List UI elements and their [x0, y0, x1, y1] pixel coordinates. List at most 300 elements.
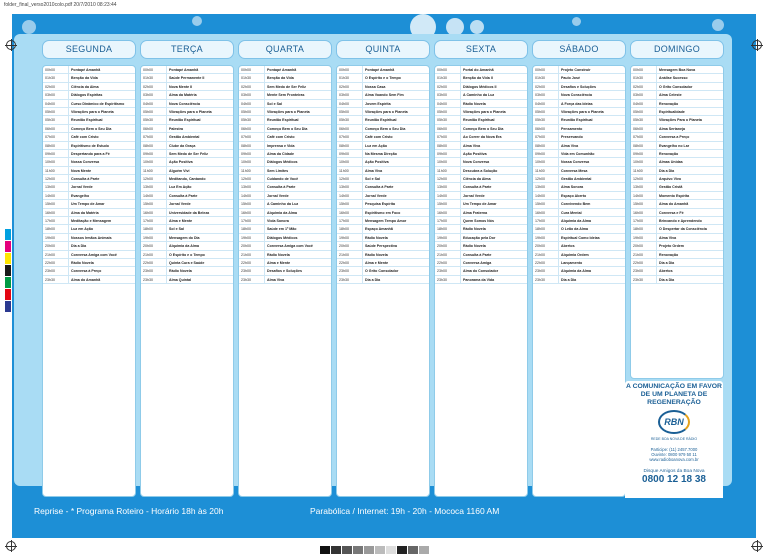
- slot-program: Nova Mente II: [169, 84, 193, 89]
- slot-program: Alma do Amanhã: [659, 202, 689, 207]
- slot-time: 01h30: [239, 74, 265, 81]
- registration-mark-icon: [6, 541, 16, 551]
- slot-time: 03h00: [631, 91, 657, 98]
- schedule-row: [141, 192, 233, 200]
- slot-program: Quinta Cura e Saúde: [169, 260, 205, 265]
- slot-time: 05h30: [631, 116, 657, 123]
- slot-time: 11h00: [337, 167, 363, 174]
- slot-program: Consulta à Parte: [365, 185, 394, 190]
- slot-time: 02h00: [141, 83, 167, 90]
- slot-program: Diálogos Médicos: [267, 235, 298, 240]
- slot-program: Pontapé Amanhã: [169, 68, 199, 72]
- gray-swatch: [331, 546, 341, 554]
- black-swatch: [5, 265, 11, 276]
- tab-3[interactable]: QUARTA: [238, 40, 332, 59]
- slot-time: 17h00: [239, 217, 265, 224]
- slot-time: 21h00: [43, 251, 69, 258]
- schedule-row: [141, 242, 233, 250]
- slot-program: Vibrações para o Planeta: [463, 109, 506, 114]
- slot-program: Diálogos Espíritas: [71, 93, 103, 98]
- schedule-row: [533, 108, 625, 116]
- slot-program: Rádio Novela: [463, 101, 486, 106]
- slot-time: 04h00: [239, 100, 265, 107]
- slot-time: 08h00: [239, 142, 265, 149]
- schedule-row: [435, 142, 527, 150]
- slot-time: 05h30: [435, 116, 461, 123]
- slot-program: Clube da Graça: [169, 143, 196, 148]
- slot-program: Conversa Amiga com Você: [71, 252, 117, 257]
- slot-program: Espiritual Como Ideias: [561, 235, 600, 240]
- slot-program: Alquimia da Alma: [561, 269, 592, 274]
- schedule-row: [337, 234, 429, 242]
- slot-program: Pontapé Amanhã: [267, 68, 297, 72]
- slot-program: Mensagem do Dia: [169, 235, 200, 240]
- registration-mark-icon: [752, 541, 762, 551]
- slot-time: 12h00: [533, 175, 559, 182]
- slot-time: 09h00: [337, 150, 363, 157]
- slot-program: Brincando e Aprendendo: [659, 219, 702, 224]
- slot-time: 05h30: [337, 116, 363, 123]
- promo-phone[interactable]: 0800 12 18 38: [642, 473, 706, 485]
- slot-program: Educação pela Dor: [463, 235, 496, 240]
- cyan-swatch: [5, 229, 11, 240]
- schedule-row: [239, 175, 331, 183]
- slot-program: Luz em Ação: [71, 227, 94, 232]
- schedule-row: [533, 209, 625, 217]
- slot-time: 14h00: [43, 192, 69, 199]
- slot-program: Jornal Verde: [365, 193, 387, 198]
- schedule-row: [337, 74, 429, 82]
- slot-time: 11h00: [631, 167, 657, 174]
- slot-program: Alma Viva: [267, 277, 285, 282]
- slot-time: 19h00: [141, 234, 167, 241]
- schedule-row: [631, 108, 723, 116]
- slot-program: Jornal Verde: [267, 193, 289, 198]
- schedule-row: [43, 209, 135, 217]
- schedule-row: [43, 276, 135, 284]
- slot-program: Desafios e Soluções: [561, 84, 596, 89]
- schedule-row: [337, 108, 429, 116]
- slot-time: 23h00: [435, 267, 461, 274]
- slot-time: 03h00: [533, 91, 559, 98]
- slot-time: 06h00: [337, 125, 363, 132]
- slot-time: 17h00: [435, 217, 461, 224]
- schedule-row: [239, 225, 331, 233]
- schedule-row: [533, 133, 625, 141]
- schedule-row: [141, 100, 233, 108]
- slot-time: 09h00: [435, 150, 461, 157]
- slot-program: A Força das Ideias: [561, 101, 593, 106]
- slot-time: 05h00: [43, 108, 69, 115]
- slot-time: 03h00: [239, 91, 265, 98]
- schedule-row: [533, 116, 625, 124]
- schedule-row: [239, 66, 331, 74]
- schedule-row: [533, 183, 625, 191]
- schedule-row: [435, 66, 527, 74]
- day-column: [42, 65, 136, 497]
- schedule-row: [239, 259, 331, 267]
- slot-time: 12h00: [337, 175, 363, 182]
- file-slug: folder_final_verso2010colo.pdf 20/7/2010 08:23:44: [4, 2, 117, 8]
- slot-program: Alma Quintal: [169, 277, 192, 282]
- slot-time: 18h00: [43, 225, 69, 232]
- schedule-row: [141, 91, 233, 99]
- schedule-row: [631, 192, 723, 200]
- slot-program: Alma Celeste: [659, 93, 682, 98]
- schedule-row: [239, 125, 331, 133]
- schedule-row: [631, 91, 723, 99]
- slot-program: Um Tempo de Amar: [71, 202, 105, 207]
- slot-program: Meditação e Mensagem: [71, 219, 112, 224]
- slot-time: 20h00: [533, 242, 559, 249]
- slot-program: Espiritismo em Foco: [365, 210, 401, 215]
- slot-time: 02h00: [337, 83, 363, 90]
- slot-program: Vibrações Para o Planeta: [659, 118, 702, 123]
- bubble: [572, 17, 581, 26]
- slot-time: 04h00: [337, 100, 363, 107]
- schedule-row: [533, 242, 625, 250]
- schedule-row: [141, 116, 233, 124]
- slot-time: 05h00: [435, 108, 461, 115]
- slot-time: 15h00: [43, 200, 69, 207]
- schedule-row: [43, 125, 135, 133]
- slot-program: Jornal Verde: [71, 185, 93, 190]
- slot-time: 23h30: [533, 276, 559, 283]
- slot-program: Conversa Mesa: [561, 168, 588, 173]
- tab-4[interactable]: QUINTA: [336, 40, 430, 59]
- schedule-row: [43, 100, 135, 108]
- slot-program: Alma da Cidade: [267, 151, 294, 156]
- day-column: [532, 65, 626, 497]
- slot-program: Conversa a Preço: [659, 135, 690, 140]
- slot-time: 06h00: [141, 125, 167, 132]
- schedule-row: [337, 150, 429, 158]
- slot-program: Sol e Sal: [169, 227, 184, 232]
- slot-time: 10h00: [631, 158, 657, 165]
- slot-program: Alquimia da Alma: [169, 244, 200, 249]
- slot-program: Dia a Dia: [659, 260, 675, 265]
- slot-time: 19h00: [337, 234, 363, 241]
- slot-program: Pontapé Amanhã: [365, 68, 395, 72]
- schedule-row: [141, 125, 233, 133]
- slot-program: Alma Voando Sem Fim: [365, 93, 404, 98]
- schedule-row: [337, 167, 429, 175]
- schedule-row: [337, 209, 429, 217]
- slot-time: 23h30: [141, 276, 167, 283]
- schedule-row: [533, 158, 625, 166]
- schedule-row: [141, 175, 233, 183]
- slot-program: Saúde em 1ª Mão: [267, 227, 297, 232]
- slot-program: Renovação: [659, 252, 679, 257]
- slot-program: Começo Bem o Seu Dia: [463, 126, 504, 131]
- slot-time: 00h00: [435, 66, 461, 73]
- promo-contact-line: Participe: (11) 2457.7000: [650, 447, 698, 452]
- slot-program: Alma da Matéria: [71, 210, 99, 215]
- slot-time: 01h30: [141, 74, 167, 81]
- day-column: [140, 65, 234, 497]
- green-swatch: [5, 277, 11, 288]
- schedule-row: [533, 251, 625, 259]
- slot-time: 15h00: [435, 200, 461, 207]
- slot-program: Rádio Novela: [169, 269, 192, 274]
- slot-time: 20h00: [43, 242, 69, 249]
- slot-program: O Leão da Alma: [561, 227, 589, 232]
- slot-time: 08h00: [631, 142, 657, 149]
- slot-program: Diálogos Médicos II: [463, 84, 497, 89]
- schedule-row: [43, 175, 135, 183]
- schedule-row: [141, 209, 233, 217]
- slot-time: 04h00: [43, 100, 69, 107]
- slot-time: 02h00: [239, 83, 265, 90]
- schedule-row: [43, 192, 135, 200]
- slot-time: 05h30: [43, 116, 69, 123]
- slot-time: 22h00: [43, 259, 69, 266]
- schedule-row: [435, 217, 527, 225]
- slot-time: 23h30: [631, 276, 657, 283]
- slot-time: 07h00: [435, 133, 461, 140]
- schedule-row: [533, 66, 625, 74]
- slot-program: Nossa Conversa: [561, 160, 590, 165]
- slot-program: Um Tempo de Amar: [463, 202, 497, 207]
- tab-7[interactable]: DOMINGO: [630, 40, 724, 59]
- slot-time: 18h00: [239, 225, 265, 232]
- day-column: [238, 65, 332, 497]
- schedule-row: [631, 225, 723, 233]
- slot-program: O Despertar da Consciência: [659, 227, 707, 232]
- slot-program: Preservando: [561, 135, 583, 140]
- schedule-row: [239, 158, 331, 166]
- schedule-row: [43, 259, 135, 267]
- schedule-row: [141, 225, 233, 233]
- slot-program: Mensagem Boa Nova: [659, 68, 696, 72]
- schedule-row: [141, 183, 233, 191]
- slot-time: 12h00: [631, 175, 657, 182]
- slot-time: 14h00: [631, 192, 657, 199]
- schedule-row: [43, 108, 135, 116]
- slot-program: Dia a Dia: [365, 277, 381, 282]
- slot-time: 18h00: [533, 225, 559, 232]
- schedule-row: [533, 125, 625, 133]
- slot-time: 00h00: [141, 66, 167, 73]
- slot-program: A Caminho da Luz: [267, 202, 299, 207]
- slot-time: 13h00: [141, 183, 167, 190]
- schedule-row: [631, 234, 723, 242]
- slot-program: Projeto Ordem: [659, 244, 684, 249]
- schedule-row: [239, 234, 331, 242]
- slot-program: Panorama da Vida: [463, 277, 495, 282]
- schedule-row: [43, 251, 135, 259]
- slot-program: Universidade da Beleza: [169, 210, 210, 215]
- day-column: [630, 65, 724, 379]
- schedule-row: [239, 108, 331, 116]
- schedule-row: [631, 66, 723, 74]
- schedule-row: [141, 251, 233, 259]
- slot-time: 22h00: [435, 259, 461, 266]
- slot-program: Despertando para a Fé: [71, 151, 110, 156]
- slot-time: 17h00: [533, 217, 559, 224]
- schedule-row: [435, 108, 527, 116]
- footer-bar: [12, 498, 756, 528]
- tab-2[interactable]: TERÇA: [140, 40, 234, 59]
- schedule-row: [533, 91, 625, 99]
- slot-time: 04h00: [435, 100, 461, 107]
- slot-time: 01h30: [533, 74, 559, 81]
- slot-program: Alma Sonora: [561, 185, 584, 190]
- schedule-row: [239, 167, 331, 175]
- tab-1[interactable]: SEGUNDA: [42, 40, 136, 59]
- slot-time: 21h00: [141, 251, 167, 258]
- slot-time: 07h00: [141, 133, 167, 140]
- slot-program: Jornal Verde: [463, 193, 485, 198]
- slot-program: Dia a Dia: [659, 277, 675, 282]
- slot-program: Evangelho no Lar: [659, 143, 690, 148]
- slot-program: Curso Dinâmico de Espiritismo: [71, 101, 125, 106]
- slot-time: 21h00: [435, 251, 461, 258]
- schedule-row: [239, 209, 331, 217]
- schedule-row: [337, 175, 429, 183]
- schedule-row: [43, 74, 135, 82]
- slot-program: Começo Bem o Seu Dia: [71, 126, 112, 131]
- slot-program: Meditando, Cantando: [169, 177, 206, 182]
- schedule-row: [435, 259, 527, 267]
- blue-swatch: [5, 301, 11, 312]
- slot-time: 21h00: [533, 251, 559, 258]
- slot-time: 18h00: [141, 225, 167, 232]
- schedule-row: [435, 83, 527, 91]
- slot-program: O Grito Consolador: [365, 269, 399, 274]
- slot-program: Palestra: [169, 126, 183, 131]
- schedule-row: [631, 133, 723, 141]
- slot-time: 01h30: [435, 74, 461, 81]
- schedule-row: [239, 267, 331, 275]
- slot-program: Alma Viva: [561, 143, 579, 148]
- slot-program: O Espírito e o Tempo: [169, 252, 205, 257]
- promo-contact: [625, 447, 723, 463]
- slot-program: Vibrações para o Planeta: [365, 109, 408, 114]
- slot-program: Lançamento: [561, 260, 583, 265]
- slot-program: Descubra a Solução: [463, 168, 498, 173]
- schedule-row: [435, 150, 527, 158]
- slot-program: Ao Correr da Nova Era: [463, 135, 502, 140]
- schedule-row: [43, 91, 135, 99]
- slot-time: 03h00: [43, 91, 69, 98]
- schedule-row: [435, 125, 527, 133]
- schedule-row: [631, 175, 723, 183]
- slot-program: Convivendo Bem: [561, 202, 591, 207]
- schedule-row: [337, 158, 429, 166]
- schedule-row: [435, 100, 527, 108]
- schedule-row: [43, 142, 135, 150]
- schedule-row: [337, 125, 429, 133]
- slot-program: Alquimia da Alma: [561, 219, 592, 224]
- schedule-row: [435, 183, 527, 191]
- promo-website[interactable]: www.radioboanova.com.br: [649, 457, 699, 463]
- slot-program: Benção da Vida II: [463, 76, 493, 81]
- slot-time: 14h00: [337, 192, 363, 199]
- schedule-row: [239, 142, 331, 150]
- schedule-row: [631, 150, 723, 158]
- slot-time: 14h00: [141, 192, 167, 199]
- slot-time: 10h00: [239, 158, 265, 165]
- schedule-row: [43, 267, 135, 275]
- schedule-row: [435, 209, 527, 217]
- slot-time: 12h00: [141, 175, 167, 182]
- schedule-row: [631, 251, 723, 259]
- slot-time: 05h30: [239, 116, 265, 123]
- schedule-row: [141, 74, 233, 82]
- slot-program: Alma do Amanhã: [71, 277, 101, 282]
- schedule-row: [141, 276, 233, 284]
- slot-program: Renovação: [659, 151, 679, 156]
- slot-time: 21h00: [631, 251, 657, 258]
- red-swatch: [5, 289, 11, 300]
- slot-program: Saúde Permanente II: [169, 76, 205, 81]
- gray-swatch: [342, 546, 352, 554]
- slot-program: Alma Viva: [463, 143, 481, 148]
- slot-time: 20h00: [631, 242, 657, 249]
- schedule-row: [435, 74, 527, 82]
- slot-time: 00h00: [337, 66, 363, 73]
- gray-swatch: [364, 546, 374, 554]
- slot-program: Consulta à Parte: [463, 185, 492, 190]
- schedule-row: [533, 267, 625, 275]
- schedule-row: [43, 158, 135, 166]
- slot-program: Cuidando de Você: [267, 177, 299, 182]
- slot-program: Dia a Dia: [659, 168, 675, 173]
- slot-time: 06h00: [43, 125, 69, 132]
- slot-time: 01h30: [337, 74, 363, 81]
- schedule-row: [43, 234, 135, 242]
- slot-time: 05h00: [631, 108, 657, 115]
- schedule-row: [631, 74, 723, 82]
- slot-time: 18h00: [631, 225, 657, 232]
- schedule-row: [141, 108, 233, 116]
- slot-time: 21h00: [337, 251, 363, 258]
- schedule-row: [43, 150, 135, 158]
- schedule-row: [141, 200, 233, 208]
- slot-program: Vibrações para o Planeta: [169, 109, 212, 114]
- slot-time: 23h00: [337, 267, 363, 274]
- slot-program: Reunião Espiritual: [365, 118, 397, 123]
- slot-program: Alma Viva: [659, 235, 677, 240]
- slot-time: 23h30: [239, 276, 265, 283]
- slot-time: 06h00: [435, 125, 461, 132]
- schedule-row: [337, 100, 429, 108]
- gray-swatch: [375, 546, 385, 554]
- slot-program: Rádio Novela: [463, 227, 486, 232]
- schedule-row: [239, 242, 331, 250]
- schedule-row: [435, 192, 527, 200]
- tab-5[interactable]: SEXTA: [434, 40, 528, 59]
- slot-program: Sol e Sal: [267, 101, 282, 106]
- slot-program: Análise Sucesso: [659, 76, 688, 81]
- slot-time: 14h00: [435, 192, 461, 199]
- slot-time: 16h00: [631, 209, 657, 216]
- slot-program: Alquimia Ordem: [561, 252, 589, 257]
- schedule-row: [337, 116, 429, 124]
- schedule-row: [533, 167, 625, 175]
- slot-program: Rádio Novela: [365, 235, 388, 240]
- slot-time: 19h00: [631, 234, 657, 241]
- slot-program: Espiritualidade: [659, 109, 685, 114]
- schedule-row: [533, 217, 625, 225]
- slot-time: 11h00: [239, 167, 265, 174]
- tab-6[interactable]: SÁBADO: [532, 40, 626, 59]
- schedule-row: [631, 259, 723, 267]
- schedule-row: [43, 83, 135, 91]
- slot-time: 16h00: [141, 209, 167, 216]
- slot-program: Ação Positiva: [463, 151, 487, 156]
